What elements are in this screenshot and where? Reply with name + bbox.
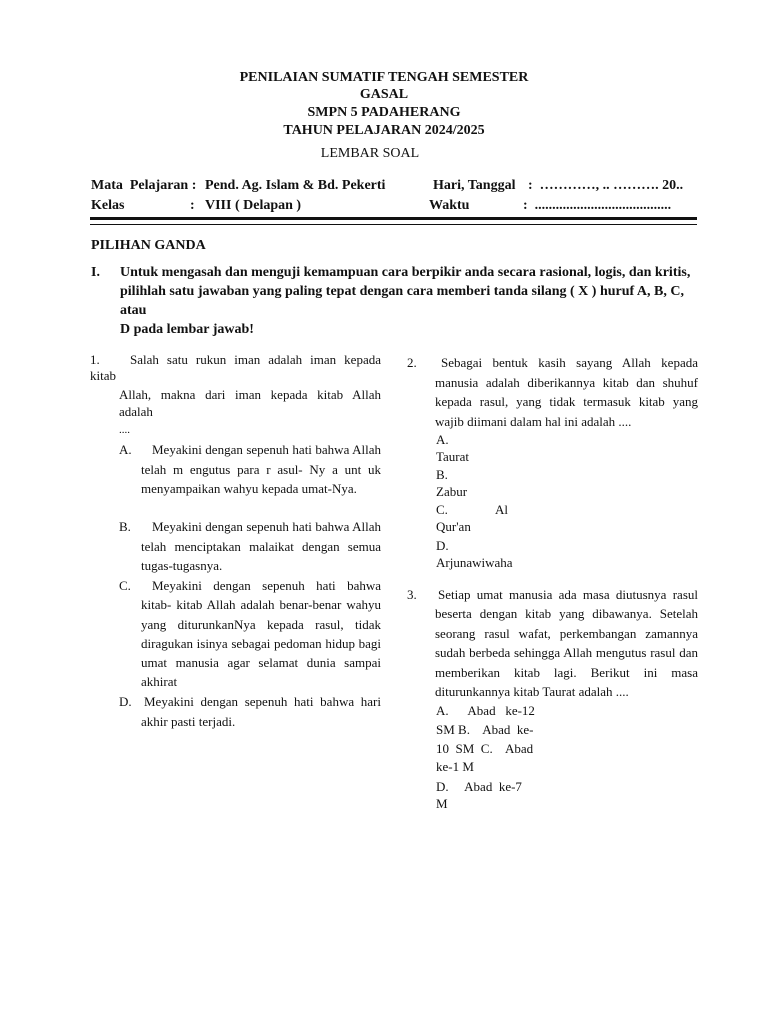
q2-option-a-text: Taurat <box>436 449 470 464</box>
q1-stem-line-1: Salah satu rukun iman adalah iman kepada <box>130 352 381 367</box>
section-title: PILIHAN GANDA <box>91 238 206 253</box>
q1-option-a-letter: A. <box>119 442 132 457</box>
q1-option-b-text: Meyakini dengan sepenuh hati bahwa Allah telah menciptakan malaikat dengan semua tugas-tugasnya. <box>141 519 381 573</box>
q1-stem-line-4: adalah <box>119 404 153 419</box>
q3-options-line-3: 10 SM C. Abad <box>436 741 534 756</box>
subject-label: Mata Pelajaran : <box>91 178 197 193</box>
q2-option-c-text-1: Al <box>495 502 508 517</box>
q2-stem: Sebagai bentuk kasih sayang Allah kepada manusia adalah diberikannya kitab dan shuhuf kepada rasul, yang tidak termasuk kitab yang wajib diimani dalam hal ini adalah .... <box>435 355 698 429</box>
day-label: Hari, Tanggal <box>433 178 516 193</box>
instruction-line-1: Untuk mengasah dan menguji kemampuan cara berpikir anda secara rasional, logis, dan kritis, <box>120 265 691 280</box>
q3-options-line-2: SM B. Abad ke- <box>436 722 534 737</box>
academic-year: TAHUN PELAJARAN 2024/2025 <box>283 123 485 138</box>
school-name: SMPN 5 PADAHERANG <box>307 105 461 120</box>
q1-number: 1. <box>90 352 100 367</box>
q3-options-line-6: M <box>436 796 448 811</box>
instruction-line-4: D pada lembar jawab! <box>120 322 254 337</box>
q1-stem-line-2: kitab <box>90 368 116 383</box>
exam-title-semester: GASAL <box>359 87 409 102</box>
class-value: VIII ( Delapan ) <box>205 198 302 213</box>
instruction-line-2: pilihlah satu jawaban yang paling tepat dengan cara memberi tanda silang ( X ) huruf A, B, C, <box>120 284 684 299</box>
q2-option-d-letter: D. <box>436 538 449 553</box>
q1-option-d-letter: D. <box>119 694 132 709</box>
q2-option-a-letter: A. <box>436 432 449 447</box>
time-label: Waktu <box>429 198 470 213</box>
instruction-line-3: atau <box>120 303 147 318</box>
q3-number: 3. <box>407 587 417 602</box>
subject-value: Pend. Ag. Islam & Bd. Pekerti <box>205 178 386 193</box>
day-value: : …………, .. ………. 20.. <box>528 178 684 193</box>
q2-option-b-text: Zabur <box>436 484 468 499</box>
q2-option-b-letter: B. <box>436 467 448 482</box>
q3-options-line-1: A. Abad ke-12 <box>436 703 535 718</box>
q1-stem-line-5: .... <box>119 424 130 436</box>
q1-option-b-letter: B. <box>119 519 131 534</box>
q1-stem-line-3: Allah, makna dari iman kepada kitab Allah <box>119 387 381 402</box>
section-roman: I. <box>91 265 100 280</box>
class-label: Kelas <box>91 198 125 213</box>
q2-option-d-text: Arjunawiwaha <box>436 555 513 570</box>
q3-stem: Setiap umat manusia ada masa diutusnya rasul beserta dengan kitab yang dibawanya. Setelah seorang rasul wafat, perkembangan zamannya sudah berbeda sehingga Allah mengutus rasul dan memberikan kitab lagi. Berikut ini masa diturunkannya kitab Taurat adalah .... <box>435 587 698 700</box>
time-value: : ....................................... <box>523 198 672 213</box>
q1-option-d-text: Meyakini dengan sepenuh hati bahwa hari akhir pasti terjadi. <box>141 694 381 729</box>
q2-option-c-letter: C. <box>436 502 448 517</box>
q2-number: 2. <box>407 355 417 370</box>
q1-option-c-text: Meyakini dengan sepenuh hati bahwa kitab- kitab Allah adalah benar-benar wahyu yang diturunkanNya kepada rasul, tidak diragukan isinya sebagai pedoman hidup bagi umat manusia agar selamat dunia sampai akhirat <box>141 578 381 690</box>
header-divider-thick <box>90 217 697 220</box>
class-colon: : <box>190 198 195 213</box>
q3-options-line-5: D. Abad ke-7 <box>436 779 522 794</box>
q1-option-c-letter: C. <box>119 578 131 593</box>
q2-option-c-text-2: Qur'an <box>436 519 471 534</box>
q1-option-a-text: Meyakini dengan sepenuh hati bahwa Allah telah m engutus para r asul- Ny a unt uk menyampaikan wahyu kepada umat-Nya. <box>141 442 381 496</box>
q3-options-line-4: ke-1 M <box>436 759 474 774</box>
sheet-label: LEMBAR SOAL <box>320 146 420 161</box>
exam-title: PENILAIAN SUMATIF TENGAH SEMESTER <box>239 70 529 85</box>
header-divider-thin <box>90 224 697 225</box>
